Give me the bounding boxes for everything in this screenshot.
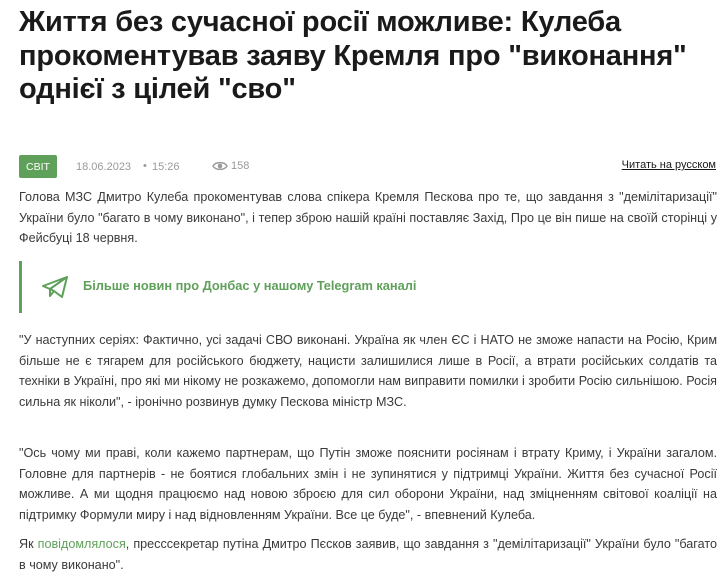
telegram-promo-block[interactable] [19,261,719,313]
publish-date: 18.06.2023 [76,161,132,173]
meta-separator-dot: • [143,160,147,172]
view-count: 158 [231,160,250,172]
article-meta [19,155,716,178]
paragraph-4-suffix: , пресссекретар путіна Дмитро Пєсков заявив, що завдання з "демілітаризації" України було "багато в чому виконано". [19,537,717,572]
article-paragraph-2: "У наступних серіях: Фактично, усі задачі СВО виконані. Україна як член ЄС і НАТО не зможе напасти на Росію, Крим більше не є тягарем для російського бюджету, нацисти залишилися лише в Росії, а втрати російських солдатів та техніки в Україні, про які ми нікому не розкажемо, допомогли нам виправити помилки і зробити Росію сильнішою. Росія сильна як ніколи", - іронічно розвинув думку Пескова міністр МЗС. [19,333,717,410]
read-in-russian-link[interactable]: Читать на русском [621,159,716,171]
telegram-icon [41,275,69,299]
reported-link[interactable]: повідомлялося [37,537,126,551]
article-paragraph-3: "Ось чому ми праві, коли кажемо партнерам, що Путін зможе пояснити росіянам і втрату Криму, і України загалом. Головне для партнерів - не боятися глобальних змін і не зупинятися у підтримці України. Життя без сучасної Росії можливе. А ми щодня працюємо над новою зброєю для сил оборони України, над зміцненням світової коаліції на підтримку Формули миру і над відновленням України. Все це буде", - впевнений Кулеба. [19,446,717,523]
article-paragraph-1: Голова МЗС Дмитро Кулеба прокоментував слова спікера Кремля Пескова про те, що завдання з "демілітаризації" України було "багато в чому виконано", і тепер зброю нашій країні поставляє Захід, Про це він пише на своїй сторінці у Фейсбуці 18 червня. [19,190,717,246]
telegram-promo-link[interactable]: Більше новин про Донбас у нашому Telegram каналі [83,278,417,293]
article-title: Життя без сучасної росії можливе: Кулеба прокоментував заяву Кремля про "виконання" однієї з цілей "сво" [19,6,687,105]
paragraph-4-prefix: Як [19,537,38,551]
eye-icon [212,160,228,172]
publish-time: 15:26 [152,161,180,173]
article-paragraph-4 [19,534,717,575]
category-badge[interactable]: СВІТ [19,155,57,178]
